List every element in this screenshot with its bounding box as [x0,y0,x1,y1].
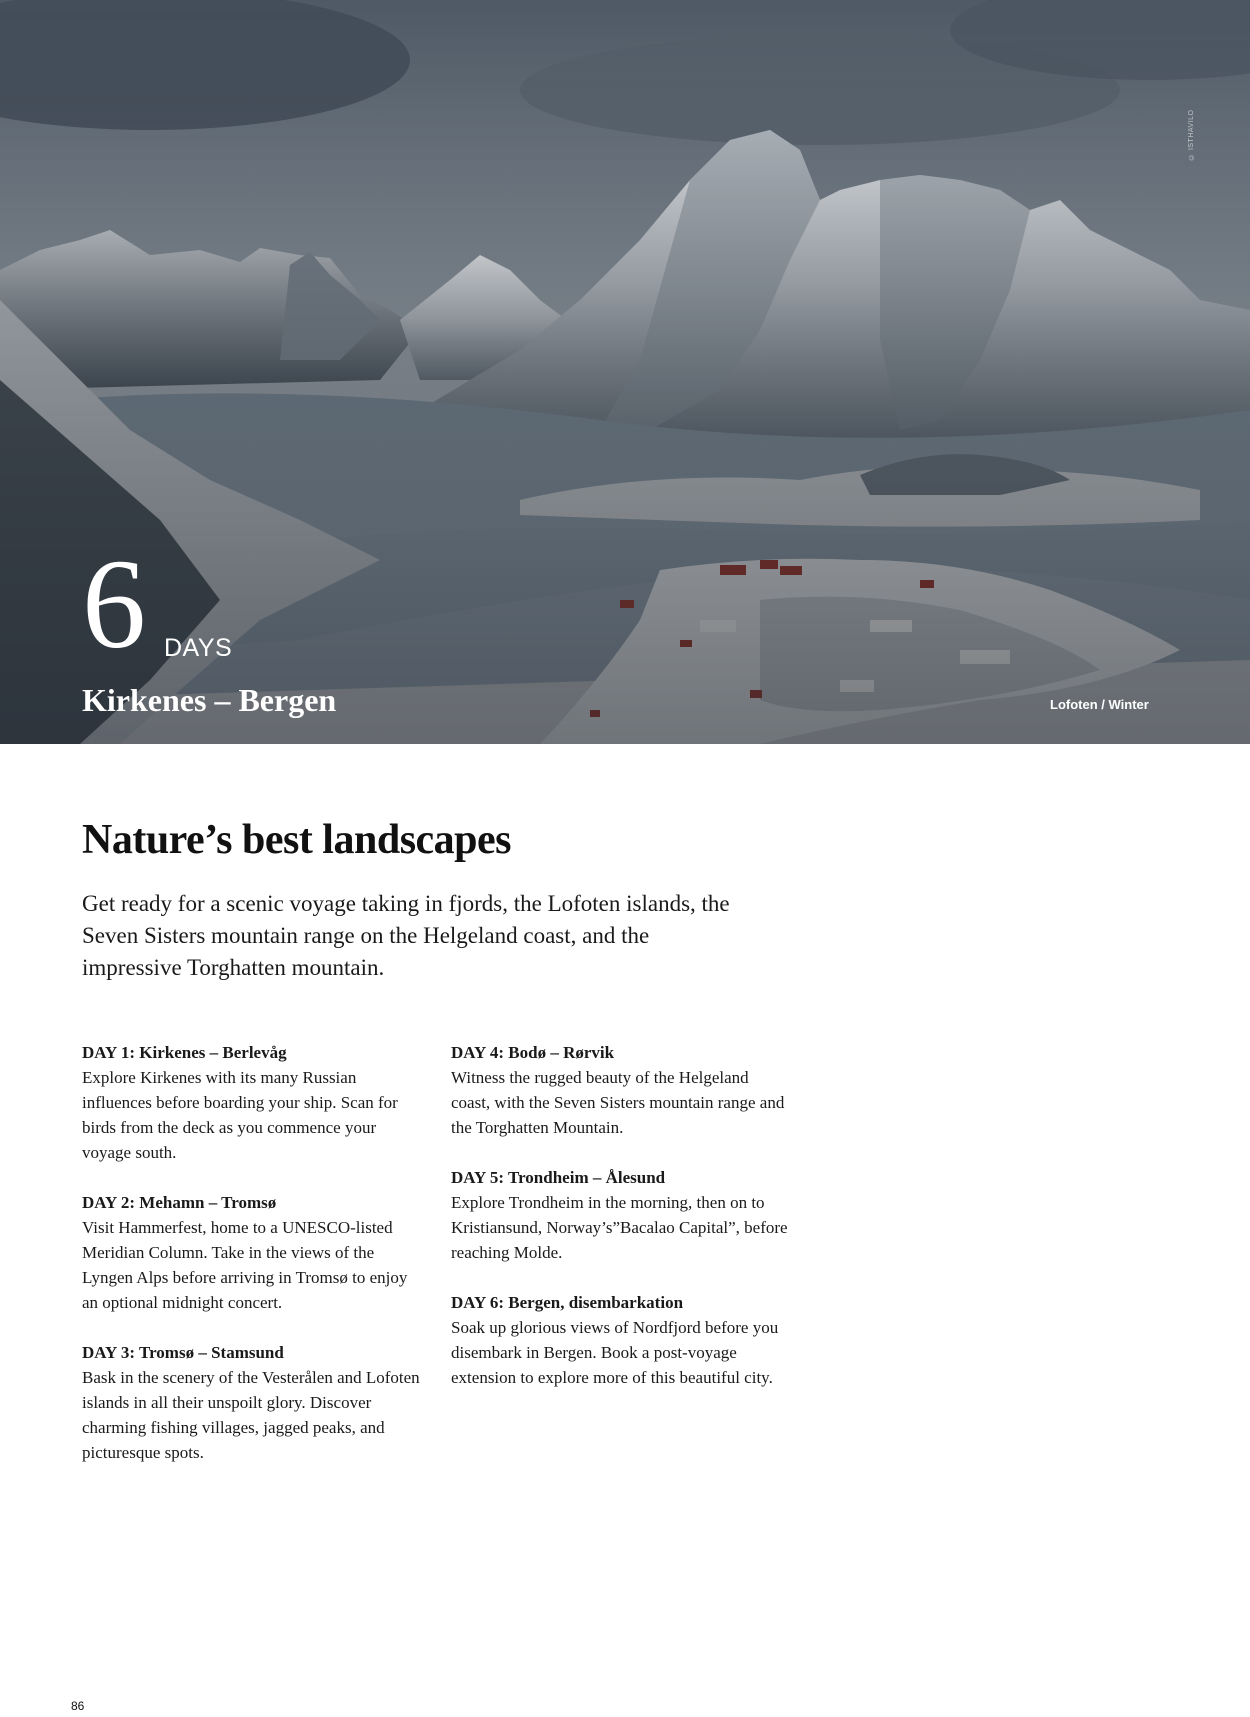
day-title: DAY 6: Bergen, disembarkation [451,1293,684,1312]
page-number: 86 [71,1699,85,1713]
itinerary-column-right [451,1040,791,1415]
itinerary-day-5 [451,1165,791,1265]
itinerary-day-6 [451,1290,791,1390]
itinerary-day-4 [451,1040,791,1140]
day-description: Visit Hammerfest, home to a UNESCO-listed Meridian Column. Take in the views of the Lyngen Alps before arriving in Tromsø to enjoy an optional midnight concert. [82,1218,408,1312]
day-title: DAY 4: Bodø – Rørvik [451,1043,615,1062]
day-description: Explore Trondheim in the morning, then on to Kristiansund, Norway’s”Bacalao Capital”, before reaching Molde. [451,1193,788,1262]
day-description: Soak up glorious views of Nordfjord before you disembark in Bergen. Book a post-voyage extension to explore more of this beautiful city. [451,1318,779,1387]
day-description: Explore Kirkenes with its many Russian influences before boarding your ship. Scan for birds from the deck as you commence your voyage south. [82,1068,398,1162]
day-title: DAY 3: Tromsø – Stamsund [82,1343,284,1362]
day-title: DAY 1: Kirkenes – Berlevåg [82,1043,287,1062]
day-description: Bask in the scenery of the Vesterålen and Lofoten islands in all their unspoilt glory. Discover charming fishing villages, jagged peaks, and picturesque spots. [82,1368,420,1462]
photo-caption: Lofoten / Winter [1050,697,1149,712]
day-title: DAY 2: Mehamn – Tromsø [82,1193,277,1212]
duration-number: 6 [82,533,146,675]
day-description: Witness the rugged beauty of the Helgeland coast, with the Seven Sisters mountain range and the Torghatten Mountain. [451,1068,785,1137]
route-title: Kirkenes – Bergen [82,682,337,718]
itinerary-day-3 [82,1340,422,1465]
duration-unit: DAYS [164,634,233,662]
itinerary-day-2 [82,1190,422,1315]
day-title: DAY 5: Trondheim – Ålesund [451,1168,666,1187]
page-headline: Nature’s best landscapes [82,817,512,863]
intro-paragraph: Get ready for a scenic voyage taking in fjords, the Lofoten islands, the Seven Sisters mountain range on the Helgeland coast, and the impressive Torghatten mountain. [82,891,730,980]
lofoten-landscape-illustration [0,0,1250,744]
hero-photo [0,0,1250,744]
itinerary-day-1 [82,1040,422,1165]
itinerary-column-left [82,1040,422,1490]
photo-credit: © ISTHAVILO [1188,109,1195,160]
